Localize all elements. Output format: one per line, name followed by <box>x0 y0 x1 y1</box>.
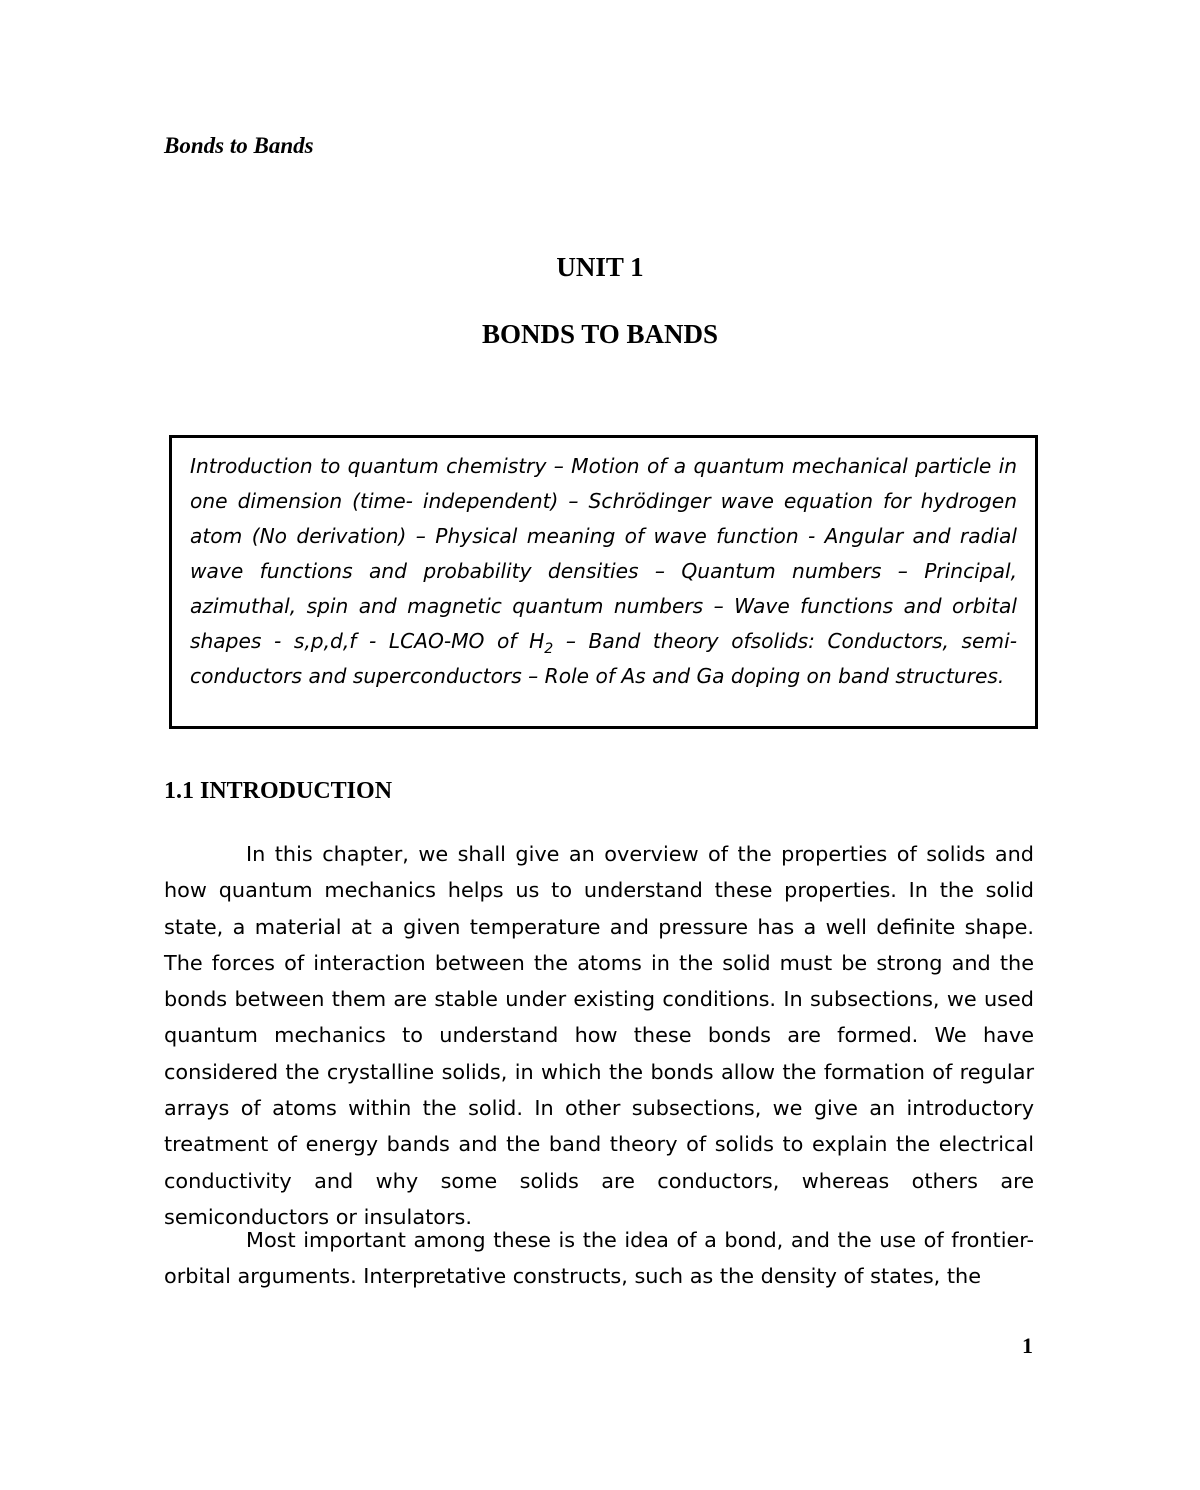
intro-paragraph-1: In this chapter, we shall give an overview of the properties of solids and how quantum mechanics helps us to understand these properties. In the solid state, a material at a given temperature and pressure has a well definite shape. The forces of interaction between the atoms in the solid must be strong and the bonds between them are stable under existing conditions. In subsections, we used quantum mechanics to understand how these bonds are formed. We have considered the crystalline solids, in which the bonds allow the formation of regular arrays of atoms within the solid. In other subsections, we give an introductory treatment of energy bands and the band theory of solids to explain the electrical conductivity and why some solids are conductors, whereas others are semiconductors or insulators. <box>164 842 1034 1229</box>
intro-paragraph-2: Most important among these is the idea of a bond, and the use of frontier-orbital arguments. Interpretative constructs, such as the density of states, the <box>164 1228 1034 1289</box>
syllabus-subscript: 2 <box>544 641 554 658</box>
unit-title: BONDS TO BANDS <box>481 319 719 349</box>
syllabus-box <box>169 435 1038 729</box>
running-header: Bonds to Bands <box>164 133 314 158</box>
syllabus-text <box>190 449 1017 694</box>
section-heading: 1.1 INTRODUCTION <box>164 778 393 804</box>
unit-number: UNIT 1 <box>556 252 644 282</box>
syllabus-text-rest: – Band theory ofsolids: Conductors, semi-conductors and superconductors – Role of As and Ga doping on band structures. <box>190 629 1017 688</box>
page-number: 1 <box>1022 1333 1033 1358</box>
syllabus-text-main: Introduction to quantum chemistry – Motion of a quantum mechanical particle in one dimension (time- independent) – Schrödinger wave equation for hydrogen atom (No derivation) – Physical meaning of wave function - Angular and radial wave functions and probability densities – Quantum numbers – Principal, azimuthal, spin and magnetic quantum numbers – Wave functions and orbital shapes - s,p,d,f - LCAO-MO of H <box>190 454 1017 653</box>
